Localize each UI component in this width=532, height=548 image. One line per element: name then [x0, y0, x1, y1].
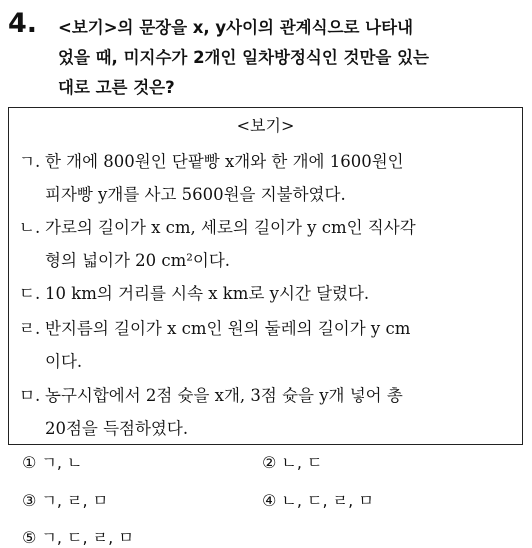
item-label: ㄹ.	[19, 319, 41, 338]
stem-line: 었을 때, 미지수가 2개인 일차방정식인 것만을 있는	[58, 48, 429, 67]
choice-5[interactable]: ⑤ ㄱ, ㄷ, ㄹ, ㅁ	[22, 528, 134, 547]
example-item-nieun	[19, 211, 517, 277]
item-text: 반지름의 길이가 x cm인 원의 둘레의 길이가 y cm	[45, 319, 411, 338]
item-text: 피자빵 y개를 사고 5600원을 지불하였다.	[45, 185, 346, 204]
example-item-rieul	[19, 312, 517, 378]
example-item-mieum	[19, 379, 517, 445]
example-box-title: <보기>	[236, 116, 295, 135]
example-box	[8, 107, 523, 445]
item-text: 한 개에 800원인 단팥빵 x개와 한 개에 1600원인	[45, 152, 404, 171]
item-text: 20점을 득점하였다.	[45, 419, 189, 438]
item-text: 10 km의 거리를 시속 x km로 y시간 달렸다.	[45, 284, 370, 303]
item-text: 가로의 길이가 x cm, 세로의 길이가 y cm인 직사각	[45, 218, 416, 237]
choice-2[interactable]: ② ㄴ, ㄷ	[262, 453, 323, 472]
example-item-giyeok	[19, 145, 517, 211]
stem-line: <보기>의 문장을 x, y사이의 관계식으로 나타내	[58, 18, 414, 37]
item-text: 이다.	[45, 352, 83, 371]
item-text: 형의 넓이가 20 cm²이다.	[45, 251, 231, 270]
stem-line: 대로 고른 것은?	[58, 78, 175, 97]
question-stem	[58, 13, 528, 103]
choice-1[interactable]: ① ㄱ, ㄴ	[22, 453, 83, 472]
item-label: ㄷ.	[19, 284, 41, 303]
item-text: 농구시합에서 2점 슛을 x개, 3점 슛을 y개 넣어 총	[45, 386, 403, 405]
choice-3[interactable]: ③ ㄱ, ㄹ, ㅁ	[22, 491, 109, 510]
item-label: ㄴ.	[19, 218, 41, 237]
example-item-digeut	[19, 277, 517, 310]
question-number: 4.	[8, 8, 38, 39]
item-label: ㄱ.	[19, 152, 41, 171]
choice-4[interactable]: ④ ㄴ, ㄷ, ㄹ, ㅁ	[262, 491, 374, 510]
item-label: ㅁ.	[19, 386, 41, 405]
